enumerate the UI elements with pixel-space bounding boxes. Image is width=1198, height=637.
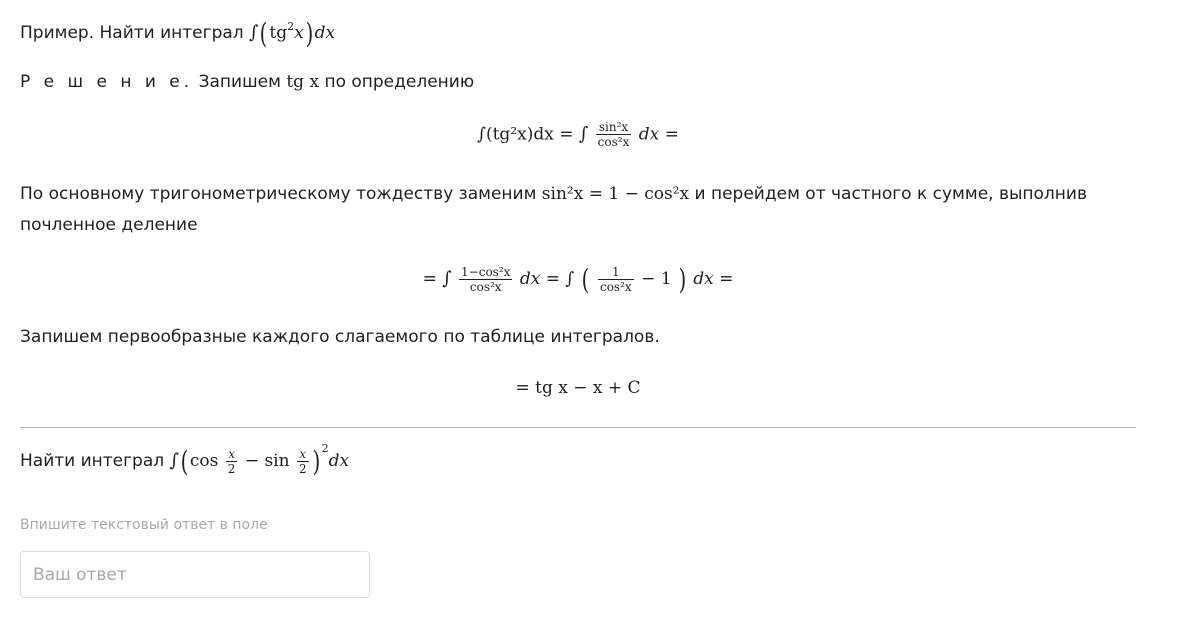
paragraph-2-line-2 (20, 212, 198, 238)
left-paren-icon: ( (180, 445, 189, 478)
integral-sign-icon: ∫ (442, 268, 452, 289)
formula2-fraction-1 (459, 265, 512, 294)
formula2-frac2-denominator: cos²x (599, 279, 632, 294)
task-frac2-numerator: x (297, 447, 309, 462)
task-dx: dx (328, 451, 350, 471)
formula3-text: = tg x − x + C (515, 378, 641, 398)
task-power: 2 (321, 442, 329, 455)
formula2-frac1-denominator: cos²x (469, 279, 502, 294)
paragraph3-text: Запишем первообразные каждого слагаемого по таблице интегралов. (20, 327, 660, 347)
paragraph2-line1a: По основному тригонометрическому тождеству заменим (20, 184, 542, 204)
right-paren-icon: ) (678, 263, 687, 296)
formula2-mid: dx = ∫ (519, 269, 575, 289)
example-dx: dx (314, 23, 336, 43)
task-prefix: Найти интеграл (20, 451, 165, 471)
paragraph2-line2: почленное деление (20, 215, 198, 235)
example-x: x (294, 23, 304, 43)
integral-sign-icon: ∫ (249, 22, 259, 43)
task-cos: cos (189, 451, 219, 471)
formula2-tail: − 1 (641, 269, 672, 289)
formula2-frac2-numerator: 1 (598, 265, 634, 280)
example-tg: tg (269, 23, 288, 43)
task-fraction-2 (297, 447, 309, 476)
left-paren-icon: ( (260, 17, 268, 50)
formula-2 (20, 263, 1136, 296)
solution-line (20, 69, 474, 95)
solution-label: Р е ш е н и е. (20, 72, 194, 92)
integral-sign-icon: ∫ (578, 123, 589, 145)
paragraph-3 (20, 324, 660, 350)
task-frac1-numerator: x (226, 447, 238, 462)
solution-text-after: по определению (319, 72, 475, 92)
formula1-left: ∫(tg²x)dx = (477, 124, 574, 145)
divider (20, 427, 1136, 428)
formula1-numerator: sin²x (596, 120, 632, 135)
answer-hint: Впишите текстовый ответ в поле (20, 517, 268, 533)
task-fraction-1 (226, 447, 238, 476)
formula2-fraction-2 (598, 265, 634, 294)
formula2-eq: = (422, 269, 437, 289)
left-paren-icon: ( (581, 263, 589, 296)
formula-3 (20, 378, 1136, 398)
example-prefix: Пример. Найти интеграл (20, 23, 244, 43)
right-paren-icon: ) (305, 17, 313, 50)
solution-func: tg x (286, 72, 320, 92)
content (20, 0, 1136, 637)
paragraph2-line1b: и перейдем от частного к сумме, выполнив (689, 184, 1087, 204)
right-paren-icon: ) (312, 445, 320, 478)
integral-sign-icon: ∫ (169, 450, 179, 471)
paragraph-2-line-1 (20, 181, 1087, 207)
paragraph2-identity: sin²x = 1 − cos²x (541, 184, 690, 204)
task-minus-sin: − sin (244, 451, 290, 471)
task-frac1-denominator: 2 (227, 461, 236, 476)
task-line (20, 436, 349, 476)
formula1-fraction (596, 120, 632, 149)
task-frac2-denominator: 2 (298, 461, 307, 476)
formula-1 (20, 120, 1136, 149)
example-line (20, 14, 336, 50)
formula2-end: dx = (693, 269, 734, 289)
solution-text-before: Запишем (193, 72, 287, 92)
example-power: 2 (287, 20, 295, 33)
formula1-denominator: cos²x (597, 135, 630, 149)
formula1-right: dx = (638, 124, 679, 145)
formula2-frac1-numerator: 1−cos²x (461, 264, 511, 279)
answer-input[interactable] (20, 551, 370, 598)
